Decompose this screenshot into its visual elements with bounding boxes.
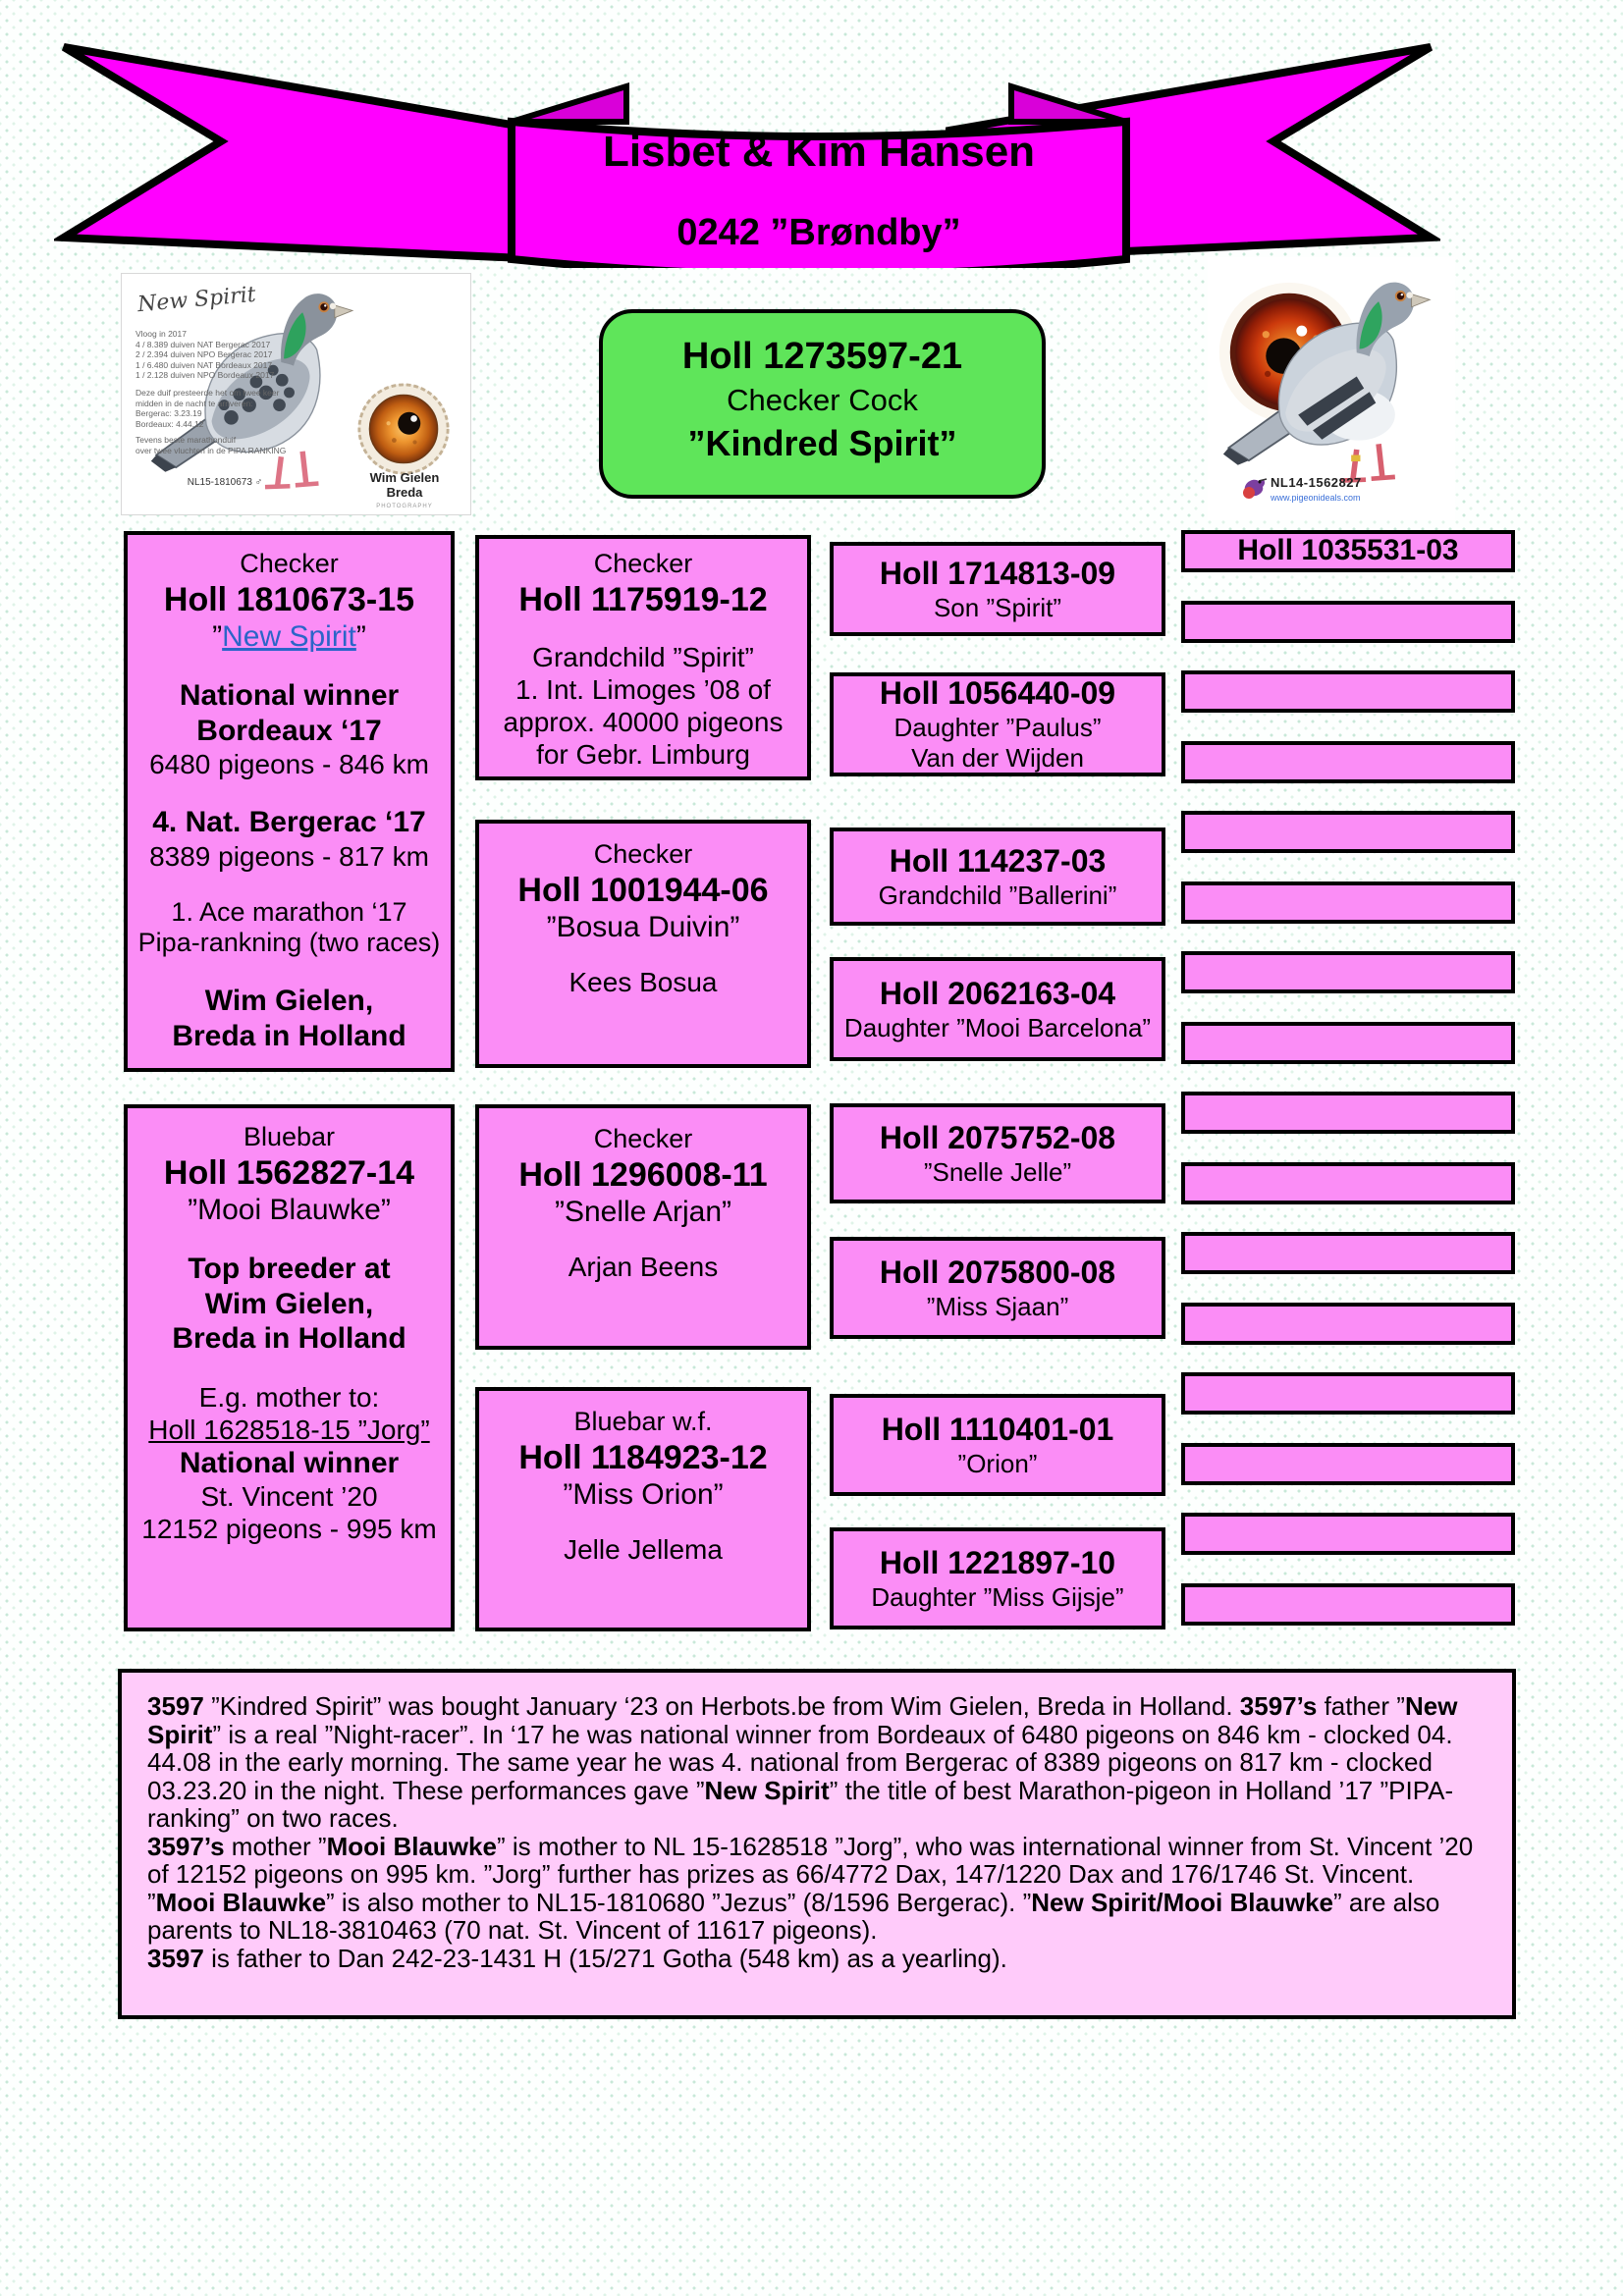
- text-line: over twee vluchten in de PIPA RANKING: [135, 445, 287, 455]
- text-line: Van der Wijden: [911, 742, 1084, 773]
- photo-studio-logo-bird-icon: [1239, 473, 1269, 503]
- leg-ring: [1351, 455, 1360, 462]
- loft-owner-title: Lisbet & Kim Hansen: [602, 128, 1036, 176]
- text-line: Holl 1296008-11: [518, 1155, 768, 1194]
- text-line: Checker: [240, 549, 339, 578]
- pedigree-slot-empty: [1181, 1303, 1515, 1345]
- text-line: 1 / 6.480 duiven NAT Bordeaux 2017: [135, 359, 273, 370]
- pigeon-eye-highlight: [324, 304, 326, 306]
- pedigree-slot-empty: [1181, 1513, 1515, 1555]
- notes-paragraph: 3597’s mother ”Mooi Blauwke” is mother to NL 15-1628518 ”Jorg”, who was international winner from St. Vincent ’20 of 12152 pigeons on 995 km. ”Jorg” further has prizes as 66/4772 Dax, 147/1220 Dax and 176/1746 St. Vincent. ”Mooi Blauwke” is also mother to NL15-1810680 ”Jezus” (8/1596 Bergerac). ”New Spirit/Mooi Blauwke” are also parents to NL18-3810463 (70 nat. St. Vincent of 11617 pigeons).: [147, 1831, 1474, 1945]
- text-line: ”Miss Orion”: [563, 1477, 724, 1511]
- credit-name: Wim Gielen: [369, 470, 440, 485]
- pedigree-slot-empty: [1181, 811, 1515, 853]
- pedigree-box-ggp-8: [830, 1527, 1165, 1629]
- pigeon-photo-mooi-blauwke: [1221, 257, 1455, 508]
- pedigree-slot-empty: [1181, 1162, 1515, 1204]
- text-line: Holl 1562827-14: [163, 1153, 415, 1192]
- text-line: 1 / 2.128 duiven NPO Bordeaux 2017: [135, 370, 275, 380]
- text-line: Daughter ”Miss Gijsje”: [871, 1581, 1124, 1612]
- pedigree-box-ggp-2: [830, 672, 1165, 776]
- text-line: ”Miss Sjaan”: [926, 1291, 1069, 1321]
- text-line: Holl 1001944-06: [517, 871, 769, 909]
- pigeon-eye-highlight: [1401, 294, 1403, 295]
- text-line: Kees Bosua: [568, 967, 718, 998]
- text-line: Breda in Holland: [172, 1322, 406, 1356]
- photographer-credit: [355, 470, 454, 514]
- photo-extra-lines: [135, 435, 286, 455]
- pedigree-box-sire: [124, 531, 455, 1072]
- pigeon-eye: [1396, 292, 1405, 300]
- text-line: Bluebar w.f.: [573, 1407, 713, 1436]
- text-line: 6480 pigeons - 846 km: [149, 749, 429, 780]
- pedigree-slot-empty: [1181, 741, 1515, 783]
- text-line: Grandchild ”Ballerini”: [878, 880, 1117, 910]
- text-line: Son ”Spirit”: [933, 592, 1062, 622]
- notes-paragraph: 3597 ”Kindred Spirit” was bought January ‘23 on Herbots.be from Wim Gielen, Breda in Holland. 3597’s father ”New Spirit” is a real ”Night-racer”. In ‘17 he was national winner from Bordeaux of 6480 pigeons on 846 km - clocked 04. 44.08 in the early morning. The same year he was 4. national from Bergerac of 8389 pigeons on 817 km - clocked 03.23.20 in the night. These performances gave ”New Spirit” the title of best Marathon-pigeon in Holland ’17 ”PIPA-ranking” on two races.: [147, 1691, 1458, 1833]
- pigeon-beak: [335, 305, 352, 318]
- pedigree-slot-empty: [1181, 1092, 1515, 1134]
- photo-card-mooi-blauwke: [1208, 257, 1455, 520]
- text-line: Holl 1184923-12: [518, 1438, 768, 1476]
- pedigree-box-ggp-4: [830, 957, 1165, 1061]
- text-line: Checker: [593, 1124, 693, 1153]
- photo-stat-lines: [135, 329, 274, 381]
- eye-closeup-new-spirit: [356, 382, 451, 476]
- text-line: approx. 40000 pigeons: [503, 707, 784, 738]
- text-line: St. Vincent ’20: [200, 1480, 378, 1512]
- text-line: 12152 pigeons - 995 km: [141, 1514, 437, 1545]
- text-line: Holl 1110401-01: [881, 1411, 1114, 1447]
- text-line: 1. Ace marathon ‘17: [171, 896, 407, 927]
- notes-panel: [118, 1669, 1516, 2019]
- pedigree-slot-empty: [1181, 601, 1515, 643]
- text-line: Bluebar: [243, 1122, 336, 1151]
- subject-ring-id: Holl 1273597-21: [681, 336, 963, 377]
- credit-small-print: PHOTOGRAPHY: [376, 504, 433, 509]
- text-line: Wim Gielen,: [204, 1287, 374, 1320]
- text-line: Daughter ”Paulus”: [893, 713, 1102, 743]
- text-line: National winner: [179, 1446, 400, 1479]
- text-line: ”Snelle Arjan”: [554, 1195, 732, 1228]
- pedigree-slot-empty: [1181, 881, 1515, 924]
- credit-city: Breda: [386, 485, 423, 500]
- pedigree-box-dam-sire: [475, 1104, 811, 1350]
- text-line: Breda in Holland: [172, 1019, 406, 1052]
- text-segment: ”: [355, 619, 366, 653]
- new-spirit-link[interactable]: New Spirit: [222, 619, 356, 653]
- text-line: for Gebr. Limburg: [536, 739, 750, 771]
- pedigree-box-sire-dam: [475, 820, 811, 1068]
- text-line: Holl 1810673-15: [163, 580, 415, 618]
- pedigree-box-gggp-first: Holl 1035531-03: [1181, 530, 1515, 572]
- text-line: Daughter ”Mooi Barcelona”: [843, 1012, 1152, 1042]
- text-line: Wim Gielen,: [204, 985, 374, 1018]
- text-line: 4. Nat. Bergerac ‘17: [152, 806, 426, 839]
- text-line: ”Orion”: [957, 1448, 1038, 1478]
- text-line: [134, 619, 445, 654]
- subject-name: ”Kindred Spirit”: [687, 423, 957, 463]
- text-line: Holl 114237-03: [889, 842, 1107, 879]
- pedigree-box-ggp-5: [830, 1103, 1165, 1203]
- pedigree-box-ggp-7: [830, 1394, 1165, 1496]
- text-line: Holl 1714813-09: [879, 555, 1116, 591]
- pigeon-beak: [1412, 294, 1431, 307]
- text-line: Tevens beste marathonduif: [135, 435, 237, 445]
- text-line: Holl 2062163-04: [879, 975, 1116, 1011]
- loft-id-subtitle: 0242 ”Brøndby”: [676, 212, 961, 253]
- pedigree-slot-empty: [1181, 1583, 1515, 1626]
- text-line: Holl 1221897-10: [879, 1544, 1116, 1580]
- ring-number-left: NL15-1810673 ♂: [187, 477, 263, 488]
- text-segment: ”: [212, 619, 223, 653]
- pedigree-slot-empty: [1181, 1232, 1515, 1274]
- text-line: Vloog in 2017: [135, 329, 187, 339]
- pedigree-slot-empty: [1181, 670, 1515, 713]
- text-line: Bordeaux: 4.44.12: [135, 418, 204, 429]
- text-line: ”Bosua Duivin”: [546, 910, 740, 943]
- text-line: Jelle Jellema: [564, 1534, 723, 1566]
- pedigree-box-ggp-1: [830, 542, 1165, 636]
- text-line: Holl 1628518-15 ”Jorg”: [148, 1414, 430, 1445]
- pedigree-box-dam-dam: [475, 1387, 811, 1631]
- text-line: E.g. mother to:: [198, 1381, 380, 1413]
- text-line: 2 / 2.394 duiven NPO Bergerac 2017: [135, 349, 273, 359]
- pedigree-slot-empty: [1181, 951, 1515, 993]
- pedigree-box-ggp-3: [830, 828, 1165, 926]
- text-line: Top breeder at: [188, 1253, 391, 1286]
- pedigree-slot-empty: [1181, 1372, 1515, 1415]
- photo-card-new-spirit: [121, 273, 471, 515]
- text-line: 4 / 8.389 duiven NAT Bergerac 2017: [135, 339, 271, 349]
- text-line: Holl 2075800-08: [879, 1254, 1116, 1290]
- pedigree-slot-empty: [1181, 1022, 1515, 1064]
- text-line: 1. Int. Limoges ’08 of: [515, 674, 771, 705]
- photo-website-url[interactable]: www.pigeonideals.com: [1271, 493, 1361, 503]
- pedigree-box-sire-sire: [475, 535, 811, 780]
- text-line: 8389 pigeons - 817 km: [149, 840, 429, 872]
- text-line: ”Mooi Blauwke”: [188, 1193, 391, 1226]
- text-line: Bergerac: 3.23.19: [135, 408, 202, 418]
- text-line: National winner: [179, 679, 400, 713]
- pigeon-eye: [319, 302, 328, 311]
- text-line: Checker: [593, 839, 693, 869]
- text-line: midden in de nacht te arriveren:: [135, 398, 253, 408]
- text-line: ”Snelle Jelle”: [923, 1156, 1072, 1187]
- ring-number-right: NL14-1562827: [1271, 475, 1362, 490]
- pedigree-slot-empty: [1181, 1443, 1515, 1485]
- text-line: Bordeaux ‘17: [196, 714, 382, 747]
- subject-breed-sex: Checker Cock: [727, 383, 918, 417]
- text-line: Grandchild ”Spirit”: [532, 641, 754, 672]
- text-line: Arjan Beens: [568, 1252, 719, 1283]
- pedigree-box-ggp-6: [830, 1237, 1165, 1339]
- subject-card: [599, 309, 1046, 499]
- pedigree-box-dam: [124, 1104, 455, 1631]
- text-line: Checker: [593, 549, 693, 578]
- text-line: Deze duif presteerde het om twee keer: [135, 388, 280, 398]
- pigeon-cere: [330, 303, 336, 309]
- text-line: Pipa-rankning (two races): [137, 928, 441, 958]
- notes-paragraph: 3597 is father to Dan 242-23-1431 H (15/271 Gotha (548 km) as a yearling).: [147, 1943, 1007, 1973]
- text-line: Holl 2075752-08: [879, 1119, 1116, 1155]
- text-line: Holl 1056440-09: [879, 675, 1116, 712]
- text-line: Holl 1175919-12: [518, 580, 768, 618]
- pigeon-cere: [1406, 292, 1413, 298]
- photo-note-lines: [135, 388, 279, 429]
- photo-script-title: New Spirit: [136, 282, 257, 318]
